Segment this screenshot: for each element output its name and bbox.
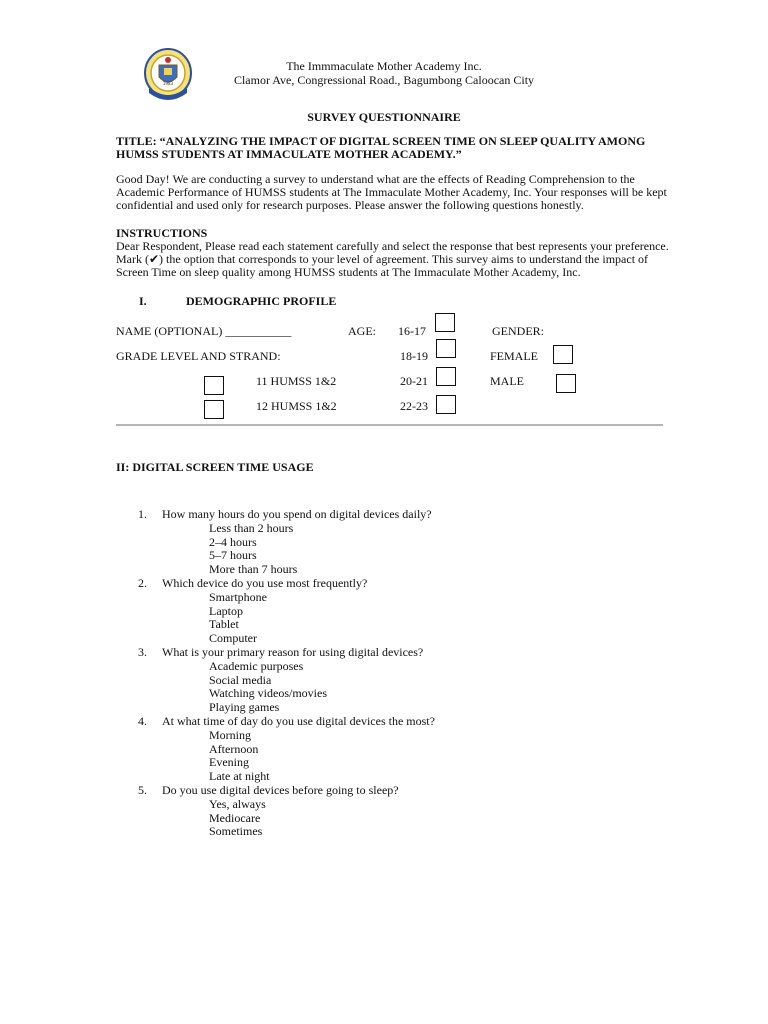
age-option-label: 20-21	[400, 374, 428, 388]
answer-option[interactable]: Evening	[209, 755, 249, 770]
gender-checkbox-female[interactable]	[553, 345, 573, 364]
answer-option[interactable]: Watching videos/movies	[209, 686, 328, 701]
answer-option[interactable]: 5–7 hours	[209, 548, 257, 563]
question-text: How many hours do you spend on digital devices daily?	[162, 507, 432, 521]
answer-option[interactable]: Tablet	[209, 617, 239, 632]
answer-option[interactable]: Yes, always	[209, 796, 266, 811]
gender-option-label: MALE	[490, 374, 524, 388]
strand-checkbox-11-humss[interactable]	[204, 376, 224, 395]
age-option-label: 22-23	[400, 399, 428, 413]
intro-line-1: Good Day! We are conducting a survey to understand what are the effects of Reading Comprehension to the	[116, 172, 635, 186]
name-field-label: NAME (OPTIONAL) ___________	[116, 324, 292, 338]
section-2-heading: II: DIGITAL SCREEN TIME USAGE	[116, 460, 314, 474]
instructions-line-2: Mark (✔) the option that corresponds to your level of agreement. This survey aims to understand the impact of	[116, 252, 649, 266]
gender-option-label: FEMALE	[490, 349, 538, 363]
intro-line-2: Academic Performance of HUMSS students at The Immaculate Mother Academy, Inc. Your responses will be kept	[116, 185, 667, 199]
question-number: 2.	[138, 576, 147, 590]
instructions-heading: INSTRUCTIONS	[116, 226, 208, 240]
strand-option-label: 12 HUMSS 1&2	[256, 399, 337, 413]
question-number: 3.	[138, 645, 147, 659]
question-text: Do you use digital devices before going to sleep?	[162, 783, 399, 797]
grade-level-label: GRADE LEVEL AND STRAND:	[116, 349, 281, 363]
question-number: 1.	[138, 507, 147, 521]
question-number: 4.	[138, 714, 147, 728]
age-option-label: 16-17	[398, 324, 426, 338]
answer-option[interactable]: Morning	[209, 727, 251, 742]
strand-checkbox-12-humss[interactable]	[204, 400, 224, 419]
answer-option[interactable]: Late at night	[209, 769, 270, 784]
instructions-line-3: Screen Time on sleep quality among HUMSS students at The Immaculate Mother Academy, Inc.	[116, 265, 581, 279]
research-title-line-2: HUMSS STUDENTS AT IMMACULATE MOTHER ACADEMY.”	[116, 147, 462, 161]
question-number: 5.	[138, 783, 147, 797]
answer-option[interactable]: 2–4 hours	[209, 534, 257, 549]
question-text: What is your primary reason for using digital devices?	[162, 645, 424, 659]
answer-option[interactable]: Computer	[209, 631, 257, 646]
school-name: The Immmaculate Mother Academy Inc.	[286, 59, 482, 73]
answer-option[interactable]: More than 7 hours	[209, 562, 298, 577]
answer-option[interactable]: Playing games	[209, 700, 280, 715]
age-checkbox-22-23[interactable]	[436, 395, 456, 414]
question-text: Which device do you use most frequently?	[162, 576, 368, 590]
school-address: Clamor Ave, Congressional Road., Bagumbong Caloocan City	[233, 73, 535, 87]
answer-option[interactable]: Social media	[209, 672, 272, 687]
gender-checkbox-male[interactable]	[556, 374, 576, 393]
gender-label: GENDER:	[492, 324, 544, 338]
answer-option[interactable]: Sometimes	[209, 824, 263, 839]
section-divider	[116, 424, 663, 426]
age-checkbox-16-17[interactable]	[435, 313, 455, 332]
age-checkbox-20-21[interactable]	[436, 367, 456, 386]
answer-option[interactable]: Afternoon	[209, 741, 259, 756]
research-title-line-1: TITLE: “ANALYZING THE IMPACT OF DIGITAL SCREEN TIME ON SLEEP QUALITY AMONG	[116, 134, 646, 148]
age-option-label: 18-19	[400, 349, 428, 363]
answer-option[interactable]: Smartphone	[209, 589, 267, 604]
strand-option-label: 11 HUMSS 1&2	[256, 374, 337, 388]
answer-option[interactable]: Less than 2 hours	[209, 520, 294, 535]
instructions-line-1: Dear Respondent, Please read each statement carefully and select the response that best represents your preference.	[116, 239, 669, 253]
question-text: At what time of day do you use digital devices the most?	[162, 714, 435, 728]
answer-option[interactable]: Laptop	[209, 603, 243, 618]
seal-year: 1983	[162, 81, 174, 86]
section-1-heading: DEMOGRAPHIC PROFILE	[186, 294, 337, 308]
answer-option[interactable]: Mediocare	[209, 810, 261, 825]
intro-line-3: confidential and used only for research purposes. Please answer the following questions honestly.	[116, 198, 584, 212]
age-checkbox-18-19[interactable]	[436, 339, 456, 358]
answer-option[interactable]: Academic purposes	[209, 658, 304, 673]
age-label: AGE:	[348, 324, 376, 338]
section-1-number: I.	[139, 294, 147, 308]
document-title: SURVEY QUESTIONNAIRE	[307, 110, 461, 124]
